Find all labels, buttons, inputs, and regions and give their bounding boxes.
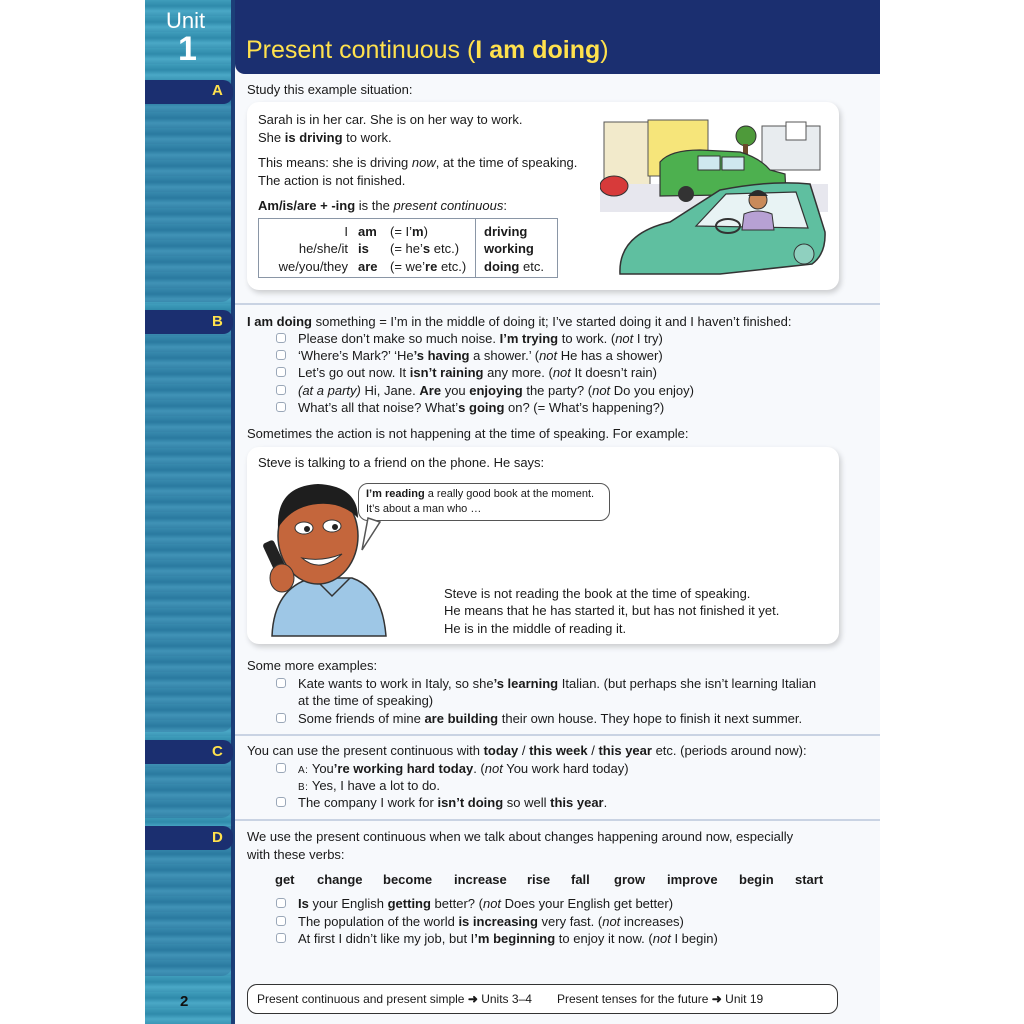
section-b-shade	[145, 310, 233, 732]
section-a-intro: Study this example situation:	[247, 82, 413, 97]
cross-ref-link-2[interactable]: Present tenses for the future ➜ Unit 19	[557, 992, 764, 1006]
steve-note-3: He is in the middle of reading it.	[444, 621, 627, 636]
car-illustration	[600, 114, 828, 282]
bubble-line-1: I’m reading a really good book at the moment.	[366, 488, 595, 500]
verb-item: become	[383, 872, 433, 887]
bullet	[276, 678, 286, 688]
section-d-letter: D	[212, 829, 223, 846]
table-contraction-2: (= he’s etc.)	[390, 241, 460, 256]
c-example-2: B: Yes, I have a lot to do.	[298, 778, 441, 793]
section-c-letter: C	[212, 743, 223, 760]
d-example-3: At first I didn’t like my job, but I’m beginning to enjoy it now. (not I begin)	[298, 931, 718, 946]
verb-item: get	[275, 872, 295, 887]
b-example-2: ‘Where’s Mark?’ ‘He’s having a shower.’ (not He has a shower)	[298, 348, 663, 363]
table-subject-3: we/you/they	[278, 259, 348, 274]
bullet	[276, 367, 286, 377]
bullet	[276, 797, 286, 807]
table-ing-3: doing etc.	[484, 259, 544, 274]
steve-illustration	[262, 478, 392, 638]
b-example-4: (at a party) Hi, Jane. Are you enjoying the party? (not Do you enjoy)	[298, 383, 694, 398]
arrow-right-icon: ➜	[467, 992, 478, 1006]
bubble-line-2: It’s about a man who …	[366, 503, 482, 515]
table-verb-2: is	[358, 241, 369, 256]
verb-item: change	[317, 872, 363, 887]
verb-item: start	[795, 872, 824, 887]
c-intro: You can use the present continuous with today / this week / this year etc. (periods around now):	[247, 743, 807, 758]
unit-label: Unit	[166, 8, 206, 33]
c-example-3: The company I work for isn’t doing so well this year.	[298, 795, 608, 810]
table-subject-1: I	[344, 224, 348, 239]
a-line4: The action is not finished.	[258, 173, 406, 188]
b-more: Some more examples:	[247, 658, 378, 673]
cross-ref-link-1[interactable]: Present continuous and present simple ➜ Units 3–4	[257, 992, 532, 1006]
b-example-5: What’s all that noise? What’s going on? (= What’s happening?)	[298, 400, 665, 415]
verb-item: increase	[454, 872, 507, 887]
a-rule: Am/is/are + -ing is the present continuous:	[258, 198, 507, 213]
d-intro-1: We use the present continuous when we talk about changes happening around now, especially	[247, 829, 794, 844]
bullet	[276, 916, 286, 926]
section-b-letter: B	[212, 313, 223, 330]
d-example-1: Is your English getting better? (not Does your English get better)	[298, 896, 674, 911]
cross-reference-box	[247, 984, 838, 1014]
table-ing-2: working	[484, 241, 534, 256]
unit-number: 1	[178, 30, 197, 68]
bullet	[276, 898, 286, 908]
bullet	[276, 713, 286, 723]
b-sometimes: Sometimes the action is not happening at the time of speaking. For example:	[247, 426, 689, 441]
verb-item: grow	[614, 872, 646, 887]
table-ing-1: driving	[484, 224, 528, 239]
table-verb-3: are	[358, 259, 378, 274]
verb-item: fall	[571, 872, 590, 887]
section-a-shade	[145, 80, 233, 302]
bullet	[276, 333, 286, 343]
a-line3: This means: she is driving now, at the time of speaking.	[258, 155, 578, 170]
b-example-1: Please don’t make so much noise. I’m trying to work. (not I try)	[298, 331, 663, 346]
bullet	[276, 763, 286, 773]
a-line2: She is driving to work.	[258, 130, 392, 145]
divider-ab	[235, 303, 880, 305]
bullet	[276, 350, 286, 360]
bullet	[276, 933, 286, 943]
c-example-1: A: You’re working hard today. (not You work hard today)	[298, 761, 629, 776]
speech-bubble	[358, 483, 610, 521]
steve-note-2: He means that he has started it, but has not finished it yet.	[444, 603, 780, 618]
section-a-letter: A	[212, 82, 223, 99]
page-title: Present continuous (I am doing)	[246, 36, 609, 64]
more-example-2: Some friends of mine are building their own house. They hope to finish it next summer.	[298, 711, 803, 726]
page-number: 2	[180, 993, 189, 1010]
verb-item: improve	[667, 872, 718, 887]
divider-bc	[235, 734, 880, 736]
more-example-1-cont: at the time of speaking)	[298, 693, 434, 708]
steve-note-1: Steve is not reading the book at the time of speaking.	[444, 586, 751, 601]
b-intro: I am doing something = I’m in the middle of doing it; I’ve started doing it and I haven’t finished:	[247, 314, 792, 329]
bullet	[276, 385, 286, 395]
b-example-3: Let’s go out now. It isn’t raining any more. (not It doesn’t rain)	[298, 365, 657, 380]
verb-item: rise	[527, 872, 551, 887]
d-example-2: The population of the world is increasing very fast. (not increases)	[298, 914, 684, 929]
verb-item: begin	[739, 872, 774, 887]
table-verb-1: am	[358, 224, 377, 239]
divider-cd	[235, 819, 880, 821]
table-subject-2: he/she/it	[298, 241, 348, 256]
table-contraction-3: (= we’re etc.)	[390, 259, 467, 274]
d-intro-2: with these verbs:	[247, 847, 345, 862]
a-line1: Sarah is in her car. She is on her way to work.	[258, 112, 523, 127]
bullet	[276, 402, 286, 412]
steve-intro: Steve is talking to a friend on the phone. He says:	[258, 455, 545, 470]
arrow-right-icon: ➜	[711, 992, 722, 1006]
table-contraction-1: (= I’m)	[390, 224, 428, 239]
more-example-1: Kate wants to work in Italy, so she’s learning Italian. (but perhaps she isn’t learning Italian	[298, 676, 817, 691]
